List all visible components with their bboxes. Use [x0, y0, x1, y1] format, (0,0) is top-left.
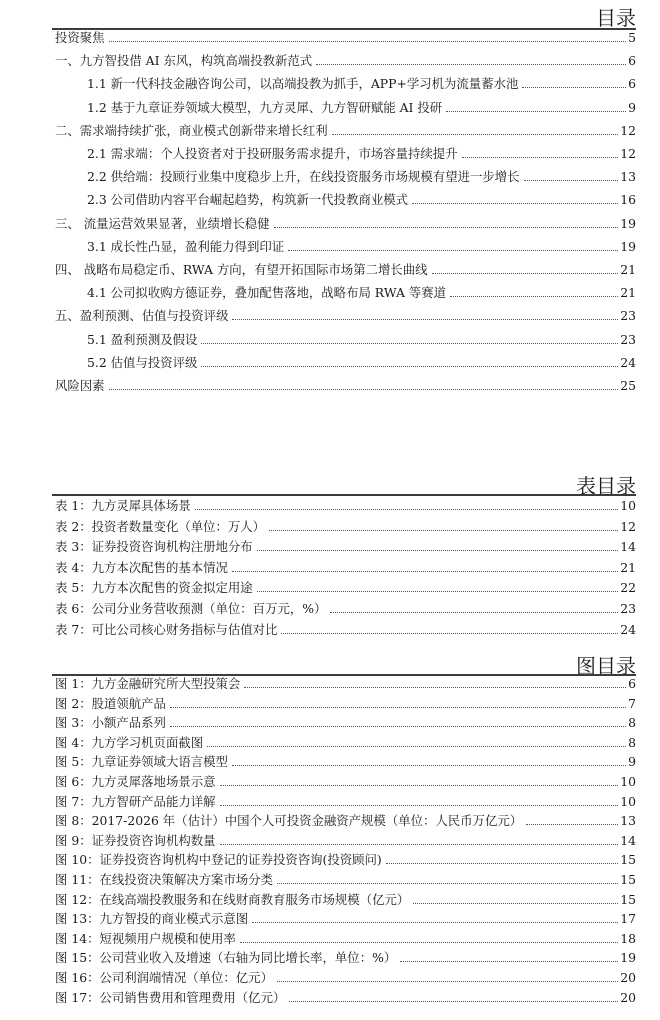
toc-entry-page: 21	[620, 559, 636, 575]
toc-entry-label: 表 4：九方本次配售的基本情况	[55, 559, 228, 575]
toc-entry-link[interactable]	[0, 868, 636, 888]
toc-entry-link[interactable]	[0, 96, 636, 116]
toc-entry-link[interactable]	[0, 848, 636, 868]
dot-leader	[412, 203, 618, 204]
dot-leader	[450, 296, 618, 297]
dot-leader	[522, 87, 626, 88]
toc-entry-label: 风险因素	[55, 378, 105, 393]
toc-entry-page: 10	[620, 793, 636, 809]
dot-leader	[462, 157, 619, 158]
table-toc-title: 表目录	[576, 474, 636, 498]
toc-entry-label: 图 3：小额产品系列	[55, 715, 166, 731]
toc-entry-link[interactable]	[0, 26, 636, 46]
toc-entry-link[interactable]	[0, 72, 636, 92]
toc-entry-link[interactable]	[0, 212, 636, 232]
toc-entry-label: 一、九方智投借 AI 东风，构筑高端投教新范式	[55, 53, 313, 69]
dot-leader	[526, 824, 618, 825]
toc-entry-label: 图 7：九方智研产品能力详解	[55, 793, 216, 809]
toc-entry-page: 17	[620, 911, 636, 927]
toc-entry-link[interactable]	[0, 188, 636, 208]
toc-entry-link[interactable]	[0, 258, 636, 278]
toc-entry-link[interactable]	[0, 809, 636, 829]
toc-entry-label: 3.1 成长性凸显，盈利能力得到印证	[87, 238, 285, 254]
toc-entry-page: 19	[620, 950, 636, 966]
toc-entry-label: 图 1：九方金融研究所大型投策会	[55, 676, 241, 691]
toc-entry-link[interactable]	[0, 515, 636, 535]
toc-entry-link[interactable]	[0, 790, 636, 810]
dot-leader	[195, 509, 618, 510]
toc-entry-link[interactable]	[0, 597, 636, 617]
toc-entry-page: 9	[628, 99, 636, 115]
toc-entry-link[interactable]	[0, 711, 636, 731]
toc-entry-link[interactable]	[0, 829, 636, 849]
toc-entry-link[interactable]	[0, 750, 636, 770]
toc-entry-label: 表 5：九方本次配售的资金拟定用途	[55, 580, 253, 596]
dot-leader	[289, 1001, 618, 1002]
toc-entry-page: 14	[620, 832, 636, 848]
toc-entry-link[interactable]	[0, 731, 636, 751]
dot-leader	[432, 273, 619, 274]
toc-entry-page: 10	[620, 498, 636, 513]
dot-leader	[170, 726, 626, 727]
dot-leader	[201, 343, 618, 344]
toc-entry-link[interactable]	[0, 494, 636, 514]
toc-entry-link[interactable]	[0, 165, 636, 185]
toc-entry-label: 表 3：证券投资咨询机构注册地分布	[55, 539, 253, 555]
toc-entry-link[interactable]	[0, 304, 636, 324]
toc-entry-page: 23	[620, 601, 636, 616]
toc-entry-label: 图 4：九方学习机页面截图	[55, 734, 204, 750]
dot-leader	[240, 942, 618, 943]
toc-entry-label: 五、盈利预测、估值与投资评级	[55, 308, 229, 324]
dot-leader	[232, 765, 626, 766]
dot-leader	[109, 41, 627, 42]
toc-entry-link[interactable]	[0, 927, 636, 947]
toc-entry-link[interactable]	[0, 235, 636, 255]
toc-entry-label: 图 17：公司销售费用和管理费用（亿元）	[55, 989, 286, 1005]
dot-leader	[244, 687, 626, 688]
toc-entry-label: 四、 战略布局稳定币、RWA 方向，有望开拓国际市场第二增长曲线	[55, 262, 428, 277]
dot-leader	[524, 180, 619, 181]
toc-entry-link[interactable]	[0, 535, 636, 555]
toc-entry-label: 图 2：股道领航产品	[55, 695, 166, 711]
toc-entry-link[interactable]	[0, 907, 636, 927]
toc-entry-label: 表 1：九方灵犀具体场景	[55, 498, 191, 513]
toc-entry-label: 表 7：可比公司核心财务指标与估值对比	[55, 621, 278, 637]
dot-leader	[220, 785, 619, 786]
toc-entry-label: 图 9：证券投资咨询机构数量	[55, 832, 216, 848]
toc-entry-page: 22	[620, 580, 636, 596]
toc-entry-label: 图 10：证券投资咨询机构中登记的证券投资咨询(投资顾问)	[55, 852, 382, 868]
toc-entry-label: 图 6：九方灵犀落地场景示意	[55, 774, 216, 789]
toc-entry-page: 13	[620, 813, 636, 829]
toc-entry-label: 1.1 新一代科技金融咨询公司，以高端投教为抓手，APP+学习机为流量蓄水池	[87, 76, 519, 92]
dot-leader	[207, 746, 626, 747]
toc-entry-link[interactable]	[0, 770, 636, 790]
toc-entry-page: 14	[620, 539, 636, 555]
toc-entry-link[interactable]	[0, 692, 636, 712]
toc-entry-page: 9	[628, 754, 636, 770]
toc-entry-page: 6	[628, 676, 636, 691]
dot-leader	[288, 250, 618, 251]
toc-entry-link[interactable]	[0, 49, 636, 69]
toc-entry-page: 21	[620, 285, 636, 301]
toc-title: 目录	[596, 6, 636, 30]
toc-entry-label: 5.2 估值与投资评级	[87, 354, 198, 370]
dot-leader	[277, 883, 618, 884]
toc-entry-label: 2.2 供给端：投顾行业集中度稳步上升，在线投资服务市场规模有望进一步增长	[87, 169, 520, 185]
toc-entry-link[interactable]	[0, 556, 636, 576]
toc-entry-label: 2.3 公司借助内容平台崛起趋势，构筑新一代投教商业模式	[87, 192, 409, 208]
toc-entry-label: 图 14：短视频用户规模和使用率	[55, 930, 236, 946]
dot-leader	[232, 319, 618, 320]
dot-leader	[252, 922, 618, 923]
toc-entry-link[interactable]	[0, 618, 636, 638]
toc-entry-page: 20	[620, 989, 636, 1005]
toc-entry-page: 18	[620, 930, 636, 946]
toc-entry-label: 图 5：九章证券领域大语言模型	[55, 754, 228, 770]
dot-leader	[281, 633, 618, 634]
toc-entry-page: 12	[620, 146, 636, 161]
toc-entry-label: 表 6：公司分业务营收预测（单位：百万元，%）	[55, 601, 327, 616]
toc-entry-label: 图 13：九方智投的商业模式示意图	[55, 911, 249, 927]
toc-entry-label: 1.2 基于九章证券领域大模型，九方灵犀、九方智研赋能 AI 投研	[87, 99, 443, 115]
dot-leader	[316, 64, 626, 65]
toc-entry-page: 8	[628, 734, 636, 750]
dot-leader	[232, 571, 618, 572]
dot-leader	[109, 389, 619, 390]
dot-leader	[220, 805, 619, 806]
dot-leader	[269, 530, 618, 531]
dot-leader	[220, 844, 619, 845]
dot-leader	[257, 550, 619, 551]
toc-entry-page: 6	[628, 53, 636, 69]
dot-leader	[330, 612, 618, 613]
toc-entry-link[interactable]	[0, 986, 636, 1006]
toc-entry-label: 4.1 公司拟收购方德证券，叠加配售落地，战略布局 RWA 等赛道	[87, 285, 447, 301]
toc-entry-label: 图 12：在线高端投教服务和在线财商教育服务市场规模（亿元）	[55, 891, 410, 907]
toc-entry-link[interactable]	[0, 351, 636, 371]
dot-leader	[413, 903, 618, 904]
toc-entry-link[interactable]	[0, 119, 636, 139]
toc-entry-page: 16	[620, 192, 636, 208]
toc-entry-page: 25	[620, 378, 636, 393]
toc-entry-label: 投资聚焦	[55, 30, 105, 45]
toc-entry-label: 2.1 需求端：个人投资者对于投研服务需求提升，市场容量持续提升	[87, 146, 458, 161]
toc-entry-page: 10	[620, 774, 636, 789]
toc-entry-page: 21	[620, 262, 636, 277]
toc-entry-link[interactable]	[0, 576, 636, 596]
toc-entry-page: 6	[628, 76, 636, 92]
toc-entry-label: 表 2：投资者数量变化（单位：万人）	[55, 518, 266, 534]
dot-leader	[274, 227, 619, 228]
toc-entry-label: 图 16：公司利润端情况（单位：亿元）	[55, 970, 273, 985]
dot-leader	[386, 863, 618, 864]
toc-entry-label: 5.1 盈利预测及假设	[87, 331, 198, 347]
toc-entry-page: 24	[620, 354, 636, 370]
dot-leader	[400, 961, 618, 962]
toc-entry-page: 15	[620, 852, 636, 868]
dot-leader	[201, 366, 618, 367]
toc-entry-page: 7	[628, 695, 636, 711]
toc-entry-label: 二、需求端持续扩张，商业模式创新带来增长红利	[55, 122, 328, 138]
dot-leader	[277, 981, 618, 982]
toc-entry-link[interactable]	[0, 328, 636, 348]
toc-entry-page: 15	[620, 872, 636, 887]
dot-leader	[170, 707, 626, 708]
toc-entry-page: 12	[620, 518, 636, 534]
toc-entry-label: 三、 流量运营效果显著，业绩增长稳健	[55, 215, 270, 231]
toc-entry-link[interactable]	[0, 374, 636, 394]
toc-entry-link[interactable]	[0, 281, 636, 301]
toc-entry-page: 23	[620, 308, 636, 324]
toc-entry-label: 图 15：公司营业收入及增速（右轴为同比增长率，单位：%）	[55, 950, 397, 966]
toc-entry-page: 5	[628, 30, 636, 45]
toc-entry-page: 23	[620, 331, 636, 347]
toc-entry-link[interactable]	[0, 966, 636, 986]
dot-leader	[257, 591, 619, 592]
toc-entry-page: 15	[620, 891, 636, 907]
toc-entry-page: 12	[620, 122, 636, 138]
toc-entry-page: 19	[620, 238, 636, 254]
toc-entry-link[interactable]	[0, 888, 636, 908]
dot-leader	[446, 111, 626, 112]
dot-leader	[332, 134, 619, 135]
toc-entry-label: 图 8：2017-2026 年（估计）中国个人可投资金融资产规模（单位：人民币万亿元）	[55, 813, 523, 829]
toc-entry-page: 24	[620, 621, 636, 637]
toc-entry-link[interactable]	[0, 672, 636, 692]
toc-entry-label: 图 11：在线投资决策解决方案市场分类	[55, 872, 273, 887]
toc-entry-link[interactable]	[0, 142, 636, 162]
toc-entry-page: 13	[620, 169, 636, 185]
toc-entry-page: 19	[620, 215, 636, 231]
toc-entry-page: 8	[628, 715, 636, 731]
figure-toc-title: 图目录	[576, 654, 636, 678]
toc-entry-page: 20	[620, 970, 636, 985]
toc-entry-link[interactable]	[0, 946, 636, 966]
